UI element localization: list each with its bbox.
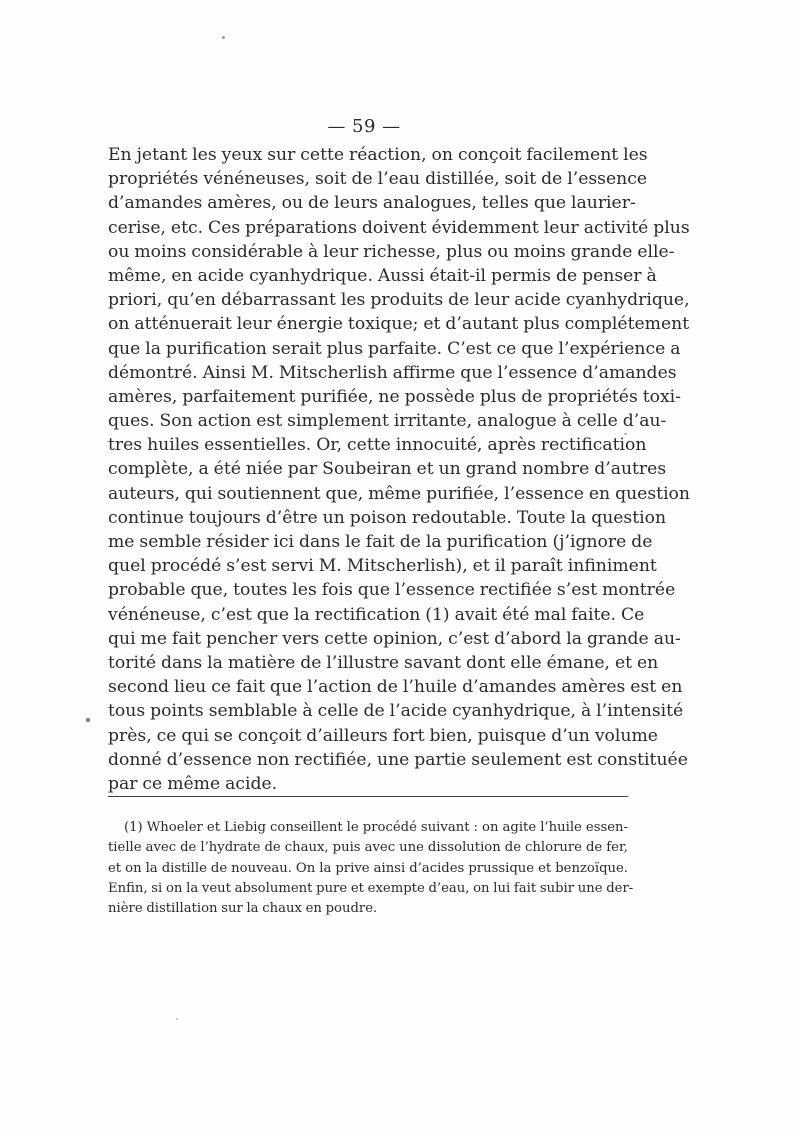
text-line: probable que, toutes les fois que l’essence rectifiée s’est montrée — [108, 580, 676, 601]
text-line: priori, qu’en débarrassant les produits de leur acide cyanhydrique, — [108, 290, 690, 311]
text-line: tres huiles essentielles. Or, cette innocuité, après rectification — [108, 435, 647, 456]
text-line: cerise, etc. Ces préparations doivent évidemment leur activité plus — [108, 217, 690, 238]
paper-speck — [86, 718, 90, 722]
text-line: même, en acide cyanhydrique. Aussi était-il permis de penser à — [108, 265, 657, 286]
text-line: tous points semblable à celle de l’acide cyanhydrique, à l’intensité — [108, 701, 684, 722]
footnote-line: (1) Whoeler et Liebig conseillent le procédé suivant : on agite l’huile essen- — [124, 820, 628, 835]
footnote-line: nière distillation sur la chaux en poudre. — [108, 901, 378, 917]
paper-speck — [176, 1018, 178, 1020]
footnote-line: et on la distille de nouveau. On la prive ainsi d’acides prussique et benzoïque. — [108, 860, 628, 876]
text-line: donné d’essence non rectifiée, une partie seulement est constituée — [108, 749, 688, 770]
text-line: amères, parfaitement purifiée, ne possède plus de propriétés toxi- — [108, 386, 681, 407]
text-line: qui me fait pencher vers cette opinion, c’est d’abord la grande au- — [108, 628, 681, 649]
text-line: ques. Son action est simplement irritante, analogue à celle d’au- — [108, 411, 667, 432]
text-line: près, ce qui se conçoit d’ailleurs fort bien, puisque d’un volume — [108, 725, 658, 746]
body-text — [108, 143, 690, 796]
text-line: second lieu ce fait que l’action de l’huile d’amandes amères est en — [108, 677, 683, 698]
text-line: propriétés vénéneuses, soit de l’eau distillée, soit de l’essence — [108, 169, 648, 190]
text-line: En jetant les yeux sur cette réaction, on conçoit facilement les — [108, 145, 648, 165]
text-line: quel procédé s’est servi M. Mitscherlish), et il paraît infiniment — [108, 556, 657, 577]
footnote — [108, 818, 634, 919]
page-number: — 59 — — [327, 116, 401, 137]
text-line: on atténuerait leur énergie toxique; et d’autant plus complétement — [108, 314, 690, 335]
footnote-divider — [108, 796, 628, 797]
text-line: d’amandes amères, ou de leurs analogues, telles que laurier- — [108, 193, 636, 214]
text-line: ou moins considérable à leur richesse, plus ou moins grande elle- — [108, 241, 675, 262]
text-line: torité dans la matière de l’illustre savant dont elle émane, et en — [108, 652, 659, 673]
paper-speck — [222, 36, 225, 39]
text-line: auteurs, qui soutiennent que, même purifiée, l’essence en question — [108, 483, 690, 504]
text-line: par ce même acide. — [108, 773, 278, 794]
text-line: me semble résider ici dans le fait de la purification (j’ignore de — [108, 532, 653, 552]
footnote-line: tielle avec de l’hydrate de chaux, puis avec une dissolution de chlorure de fer, — [108, 840, 628, 856]
text-line: démontré. Ainsi M. Mitscherlish affirme que l’essence d’amandes — [108, 362, 677, 383]
text-line: continue toujours d’être un poison redoutable. Toute la question — [108, 507, 667, 528]
text-line: que la purification serait plus parfaite. C’est ce que l’expérience a — [108, 338, 681, 359]
footnote-line: Enfin, si on la veut absolument pure et exempte d’eau, on lui fait subir une der- — [108, 880, 634, 896]
text-line: vénéneuse, c’est que la rectification (1) avait été mal faite. Ce — [108, 604, 645, 625]
text-line: complète, a été niée par Soubeiran et un grand nombre d’autres — [108, 459, 667, 480]
